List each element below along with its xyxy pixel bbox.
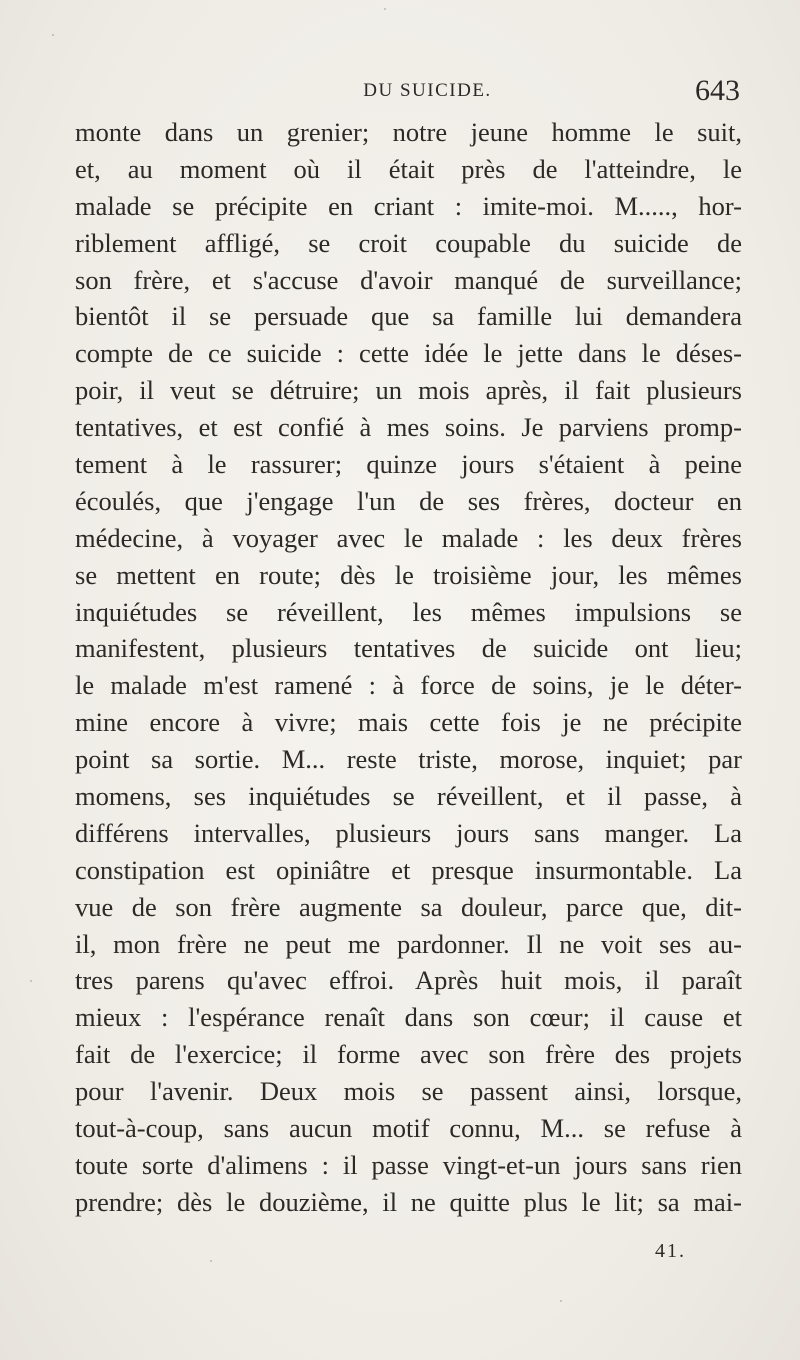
text-line: il, mon frère ne peut me pardonner. Il ne voit ses au- bbox=[75, 928, 742, 959]
text-line: prendre; dès le douzième, il ne quitte plus le lit; sa mai- bbox=[75, 1186, 742, 1217]
text-line: pour l'avenir. Deux mois se passent ainsi, lorsque, bbox=[75, 1076, 742, 1107]
text-line: toute sorte d'alimens : il passe vingt-et-un jours sans rien bbox=[75, 1149, 742, 1180]
text-line: tres parens qu'avec effroi. Après huit mois, il paraît bbox=[75, 965, 742, 996]
text-line: malade se précipite en criant : imite-moi. M....., hor- bbox=[75, 190, 742, 221]
text-line: et, au moment où il était près de l'atteindre, le bbox=[75, 153, 742, 184]
text-line: poir, il veut se détruire; un mois après, il fait plusieurs bbox=[75, 375, 742, 406]
text-line: momens, ses inquiétudes se réveillent, et il passe, à bbox=[75, 781, 742, 812]
paper-speck bbox=[560, 1300, 562, 1302]
text-line: tentatives, et est confié à mes soins. Je parviens promp- bbox=[75, 412, 742, 443]
text-line: mine encore à vivre; mais cette fois je ne précipite bbox=[75, 707, 742, 738]
page-number: 643 bbox=[695, 74, 740, 107]
text-line: riblement affligé, se croit coupable du suicide de bbox=[75, 227, 742, 258]
text-line: médecine, à voyager avec le malade : les deux frères bbox=[75, 522, 742, 553]
text-line: manifestent, plusieurs tentatives de suicide ont lieu; bbox=[75, 633, 742, 664]
text-line: compte de ce suicide : cette idée le jette dans le déses- bbox=[75, 338, 742, 369]
text-line: tement à le rassurer; quinze jours s'étaient à peine bbox=[75, 449, 742, 480]
text-line: différens intervalles, plusieurs jours sans manger. La bbox=[75, 817, 742, 848]
text-line: tout-à-coup, sans aucun motif connu, M... se refuse à bbox=[75, 1113, 742, 1144]
text-line: point sa sortie. M... reste triste, morose, inquiet; par bbox=[75, 744, 742, 775]
text-line: vue de son frère augmente sa douleur, parce que, dit- bbox=[75, 891, 742, 922]
text-line: fait de l'exercice; il forme avec son frère des projets bbox=[75, 1039, 742, 1070]
paper-speck bbox=[52, 34, 54, 36]
running-title: DU SUICIDE. bbox=[363, 80, 492, 101]
text-line: se mettent en route; dès le troisième jour, les mêmes bbox=[75, 559, 742, 590]
text-line: écoulés, que j'engage l'un de ses frères, docteur en bbox=[75, 485, 742, 516]
paper-speck bbox=[30, 980, 32, 982]
paper-speck bbox=[384, 8, 386, 10]
text-line: son frère, et s'accuse d'avoir manqué de surveillance; bbox=[75, 264, 742, 295]
text-line: monte dans un grenier; notre jeune homme le suit, bbox=[75, 117, 742, 147]
text-line: inquiétudes se réveillent, les mêmes impulsions se bbox=[75, 596, 742, 627]
body-text bbox=[75, 114, 742, 1221]
signature-mark: 41. bbox=[655, 1240, 686, 1262]
text-line: le malade m'est ramené : à force de soins, je le déter- bbox=[75, 670, 742, 701]
running-head bbox=[75, 74, 740, 108]
text-line: bientôt il se persuade que sa famille lui demandera bbox=[75, 301, 742, 332]
text-line: mieux : l'espérance renaît dans son cœur; il cause et bbox=[75, 1002, 742, 1033]
text-line: constipation est opiniâtre et presque insurmontable. La bbox=[75, 854, 742, 885]
paper-speck bbox=[210, 1260, 212, 1262]
